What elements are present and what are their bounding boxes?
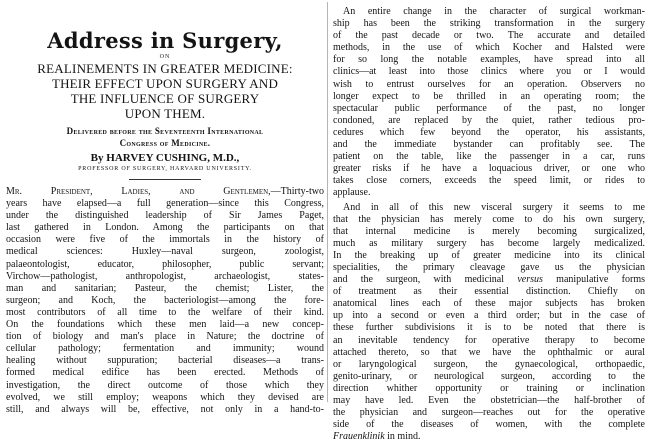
section-divider xyxy=(129,179,201,180)
text-line xyxy=(6,186,324,198)
text-line: much as military surgery has become largely medicalized. xyxy=(333,238,645,250)
text-line: still, and always will be, effective, not only in a hand-to- xyxy=(6,404,324,416)
text-line: these further subdivisions it is to be noted that there is xyxy=(333,322,645,334)
headline-line: THEIR EFFECT UPON SURGERY AND xyxy=(6,76,324,91)
address-title: Address in Surgery, xyxy=(6,30,324,52)
text-line: attached thereto, so that we have the ophthalmic or aural xyxy=(333,347,645,359)
text-line: investigation, the direct outcome of those which they xyxy=(6,380,324,392)
text-line: cellular pathology; fermentation and immunity; wound xyxy=(6,343,324,355)
paragraph-workmanship xyxy=(333,6,645,200)
text-line: Frauenklinik in mind. xyxy=(333,431,645,443)
text-line: In the breaking up of greater medicine into its clinical xyxy=(333,250,645,262)
text-line: that the physician has merely come to do his own surgery, xyxy=(333,214,645,226)
text-line: or laryngological surgeon, the gynaecological, orthopaedic, xyxy=(333,359,645,371)
text-line: of the past decade or two. The accurate and detailed xyxy=(333,30,645,42)
headline-line: UPON THEM. xyxy=(6,106,324,121)
text-line: genito-urinary, or neurological surgeon, according to the xyxy=(333,371,645,383)
text-line: formed medical edifice has been erected. Methods of xyxy=(6,367,324,379)
text-line: that internal medicine is merely becoming surgicalized, xyxy=(333,226,645,238)
text-line: An entire change in the character of surgical workman- xyxy=(333,6,645,18)
text-line: under the distinguished leadership of Sir James Paget, xyxy=(6,210,324,222)
frauenklinik-italic: Frauenklinik xyxy=(333,431,385,442)
text-line: up into a second or even a third order; but in the case of xyxy=(333,310,645,322)
text-line: methods, in the use of which Kocher and Halsted were xyxy=(333,42,645,54)
text-line: direction whither opportunity or training or inclination xyxy=(333,383,645,395)
text-line: patient on the table, like the passenger in a car, runs xyxy=(333,151,645,163)
text-line: applause. xyxy=(333,187,645,199)
right-column xyxy=(333,6,645,443)
text-line: of treatment as their essential distinction. Chiefly on xyxy=(333,286,645,298)
column-divider xyxy=(327,2,328,402)
paragraph-visceral-surgery xyxy=(333,202,645,443)
text-line: anatomical lines each of these major subjects has broken xyxy=(333,298,645,310)
text-line: most contributors of all time to the welfare of their kind. xyxy=(6,307,324,319)
text-line: wish to entrust ourselves for an operation. Observers no xyxy=(333,79,645,91)
text-line: healing without suppuration; bacterial diseases—a trans- xyxy=(6,355,324,367)
text-line: longer expect to be thrilled in an operating room; the xyxy=(333,91,645,103)
author-affiliation: PROFESSOR OF SURGERY, HARVARD UNIVERSITY. xyxy=(6,165,324,173)
text-line: medical sciences: Huxley—naval surgeon, zoologist, xyxy=(6,246,324,258)
text-line: cedures which few beyond the operator, his assistants, xyxy=(333,127,645,139)
text-line: surgeon; and Koch, the bacteriologist—among the fore- xyxy=(6,295,324,307)
opening-paragraph xyxy=(6,186,324,416)
text-line: greater risks if he have a loquacious driver, or one who xyxy=(333,163,645,175)
on-label: ON xyxy=(6,54,324,61)
text-line: ship has been the striking transformation in the surgery xyxy=(333,18,645,30)
text-line: years have elapsed—a full generation—since this Congress, xyxy=(6,198,324,210)
headline-line: REALINEMENTS IN GREATER MEDICINE: xyxy=(6,61,324,76)
left-column xyxy=(6,0,324,416)
delivered-note xyxy=(6,125,324,149)
author-byline: By HARVEY CUSHING, M.D., xyxy=(6,151,324,165)
text-line: an inevitable tendency for operative therapy to become xyxy=(333,335,645,347)
text-line: On the foundations which these men laid—a new concep- xyxy=(6,319,324,331)
text-line: man and sanitarian; Pasteur, the chemist; Lister, the xyxy=(6,283,324,295)
salutation-rest: —Thirty-two xyxy=(271,186,324,197)
text-line: may have led. Even the obstetrician—the half-brother of xyxy=(333,395,645,407)
versus-italic: versus xyxy=(517,274,543,285)
text-line: tion of biology and man's place in Nature; the doctrine of xyxy=(6,331,324,343)
text-line: Virchow—pathologist, anthropologist, archaeologist, states- xyxy=(6,271,324,283)
text-line: palaeontologist, educator, philosopher, public servant; xyxy=(6,259,324,271)
text-line: takes close corners, exceeds the speed limit, or rides to xyxy=(333,175,645,187)
delivered-line: Congress of Medicine. xyxy=(6,137,324,149)
salutation: Mr. President, Ladies, and Gentlemen, xyxy=(6,186,271,197)
text-line: and the surgeon, with medicinal versus manipulative forms xyxy=(333,274,645,286)
delivered-line: Delivered before the Seventeenth International xyxy=(6,125,324,137)
text-line: the physician and surgeon—reaches out for the operative xyxy=(333,407,645,419)
text-line: and the immediate bystander can profitably see. The xyxy=(333,139,645,151)
text-line: for so long the notable examples, have spread into all xyxy=(333,54,645,66)
text-line: last gathered in London. Among the participants on that xyxy=(6,222,324,234)
text-line: clinics—at least into those clinics where you or I would xyxy=(333,66,645,78)
text-line: side of the diseases of women, with the complete xyxy=(333,419,645,431)
text-line: evolved, we still employ; weapons which they devised are xyxy=(6,392,324,404)
text-line: spectacular public performance of the past, no longer xyxy=(333,103,645,115)
text-line: And in all of this new visceral surgery it seems to me xyxy=(333,202,645,214)
headline xyxy=(6,61,324,121)
text-line: occasion were five of the immortals in the history of xyxy=(6,234,324,246)
text-line: specialities, the primary cleavage gave us the physician xyxy=(333,262,645,274)
text-line: condoned, are replaced by the quiet, rather tedious pro- xyxy=(333,115,645,127)
headline-line: THE INFLUENCE OF SURGERY xyxy=(6,91,324,106)
